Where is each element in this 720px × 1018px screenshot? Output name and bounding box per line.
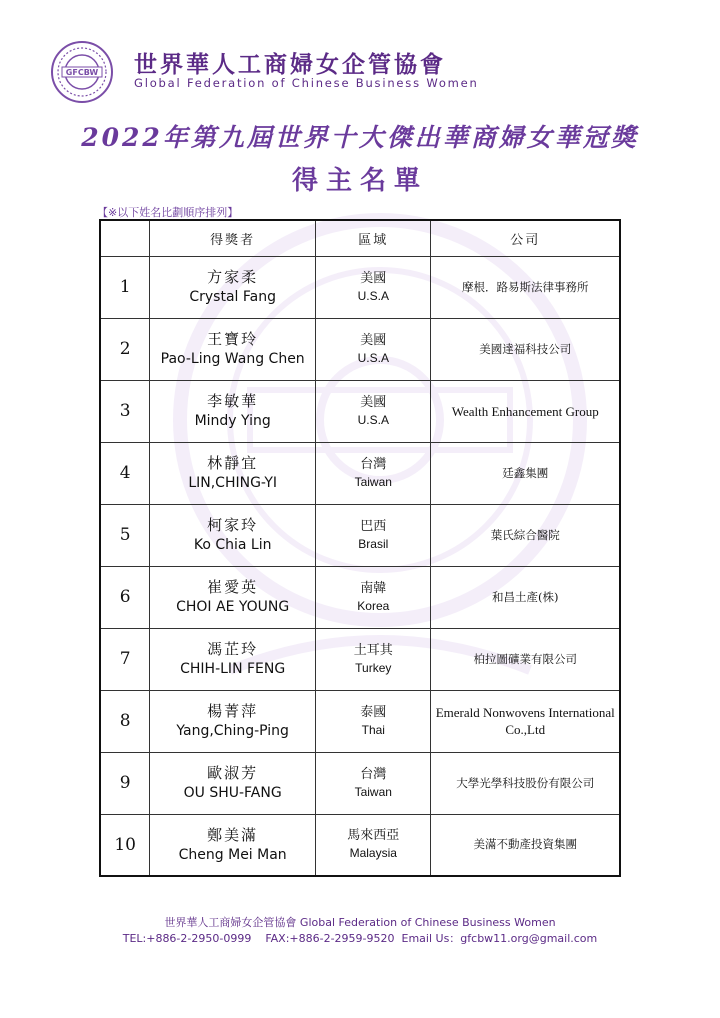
table-row [100,442,620,504]
region-cell [316,318,431,380]
page-title: 2022年第九屆世界十大傑出華商婦女華冠獎 [81,123,639,152]
winner-name-zh: 李敏華 [207,392,259,410]
table-row [100,752,620,814]
region-cell [316,814,431,876]
region-en: Thai [361,722,385,737]
winners-table [99,219,621,877]
table-row [100,504,620,566]
region-en: U.S.A [357,412,389,427]
winner-name-zh: 歐淑芳 [207,764,259,782]
winner-name-zh: 馮芷玲 [207,640,259,658]
region-en: U.S.A [357,350,389,365]
footer-contact-line: TEL:+886-2-2950-0999 FAX:+886-2-2959-9520 Email Us：gfcbw11.org@gmail.com [122,932,598,945]
region-zh: 美國 [360,332,387,348]
winner-name-zh: 柯家玲 [207,516,259,534]
winner-name-en: LIN,CHING-YI [188,475,278,491]
company-cell: 和昌土產(株) [431,566,620,628]
region-cell [316,628,431,690]
table-header-row [100,220,620,256]
region-cell [316,566,431,628]
table-row [100,814,620,876]
region-cell [316,442,431,504]
winner-cell [150,690,316,752]
winner-cell [150,256,316,318]
row-number: 10 [100,814,150,876]
winner-name-en: Ko Chia Lin [193,537,272,553]
region-en: Turkey [355,660,392,675]
table-row [100,628,620,690]
company-cell: Emerald Nonwovens International Co.,Ltd [431,690,620,752]
region-zh: 土耳其 [353,642,393,658]
row-number: 7 [100,628,150,690]
row-number: 5 [100,504,150,566]
company-cell: 大學光學科技股份有限公司 [431,752,620,814]
winner-name-en: Crystal Fang [189,289,276,305]
region-zh: 泰國 [360,704,387,720]
region-cell [316,690,431,752]
org-name-en: Global Federation of Chinese Business Women [134,76,479,90]
winner-name-en: OU SHU-FANG [183,785,282,801]
winner-name-zh: 王寶玲 [207,330,259,348]
table-row [100,318,620,380]
ordering-note: 【※以下姓名比劃順序排列】 [97,206,239,219]
winner-name-zh: 方家柔 [207,268,259,286]
logo-text: GFCBW [65,68,99,77]
header-winner: 得獎者 [150,220,316,256]
table-row [100,566,620,628]
table-row [100,690,620,752]
winner-cell [150,442,316,504]
company-cell: 廷鑫集團 [431,442,620,504]
region-cell [316,380,431,442]
winner-name-en: CHOI AE YOUNG [176,599,290,615]
company-cell: 摩根．路易斯法律事務所 [431,256,620,318]
gfcbw-logo-icon [50,40,114,104]
region-cell [316,504,431,566]
row-number: 1 [100,256,150,318]
region-en: Korea [357,598,390,613]
region-zh: 美國 [360,394,387,410]
region-en: Malaysia [349,846,397,861]
region-zh: 馬來西亞 [347,828,400,844]
region-en: Brasil [358,536,389,551]
winner-name-en: Mindy Ying [194,413,271,429]
winner-name-en: Pao-Ling Wang Chen [160,351,305,367]
header-company: 公司 [431,220,620,256]
winner-cell [150,752,316,814]
winner-name-zh: 鄭美滿 [207,825,259,844]
company-cell: 美滿不動產投資集團 [431,814,620,876]
winner-cell [150,814,316,876]
region-zh: 台灣 [360,456,387,472]
winner-name-zh: 崔愛英 [207,578,259,596]
winner-name-en: Yang,Ching-Ping [176,723,289,739]
company-cell: 葉氏綜合醫院 [431,504,620,566]
row-number: 2 [100,318,150,380]
row-number: 4 [100,442,150,504]
winner-cell [150,318,316,380]
winner-cell [150,628,316,690]
footer-org-line: 世界華人工商婦女企管協會 Global Federation of Chinese Business Women [164,916,556,929]
region-zh: 美國 [360,270,387,286]
page-subtitle: 得主名單 [291,166,428,196]
winner-name-zh: 楊菁萍 [207,702,259,720]
org-name-zh: 世界華人工商婦女企管協會 [134,52,446,78]
row-number: 8 [100,690,150,752]
row-number: 3 [100,380,150,442]
company-cell: 柏拉圖礦業有限公司 [431,628,620,690]
winner-name-zh: 林靜宜 [207,454,259,472]
region-en: Taiwan [354,474,392,489]
header-region: 區域 [316,220,431,256]
winner-name-en: CHIH-LIN FENG [180,661,286,677]
region-cell [316,256,431,318]
region-en: U.S.A [357,288,389,303]
table-row [100,380,620,442]
region-cell [316,752,431,814]
winner-cell [150,566,316,628]
region-zh: 南韓 [360,580,387,596]
winner-name-en: Cheng Mei Man [178,846,287,863]
winner-cell [150,504,316,566]
company-cell: 美國達福科技公司 [431,318,620,380]
row-number: 9 [100,752,150,814]
winner-cell [150,380,316,442]
region-en: Taiwan [354,784,392,799]
region-zh: 台灣 [360,766,387,782]
header-no [100,220,150,256]
region-zh: 巴西 [360,518,387,534]
table-row [100,256,620,318]
row-number: 6 [100,566,150,628]
company-cell: Wealth Enhancement Group [431,380,620,442]
